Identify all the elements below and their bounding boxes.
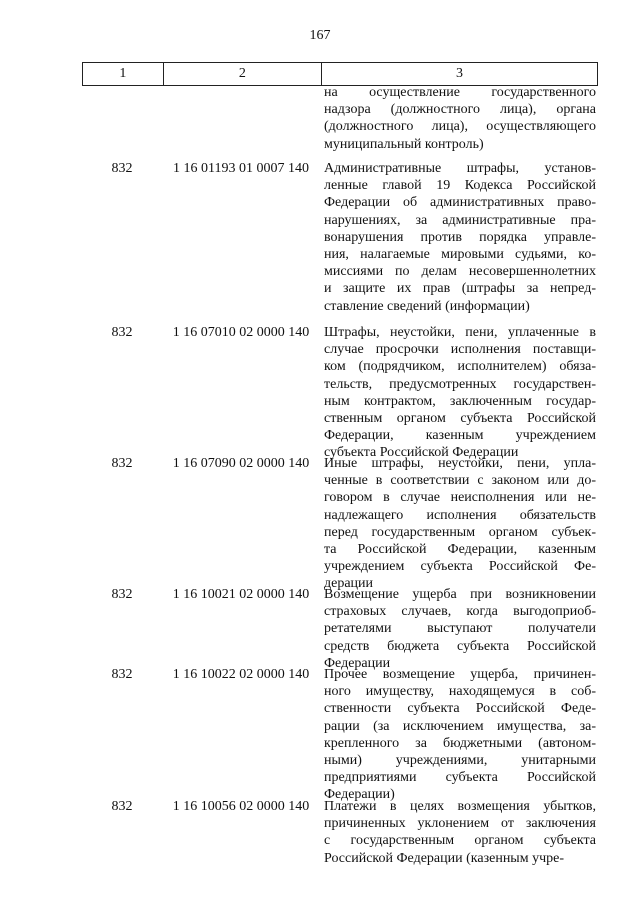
budget-classification-code-cell: 1 16 10056 02 0000 140 [172, 799, 310, 814]
description-line: на осуществление государственного [324, 85, 596, 100]
description-line: Прочее возмещение ущерба, причинен- [324, 667, 596, 682]
admin-code-cell: 832 [111, 161, 133, 176]
description-line: миссиями по делам несовершеннолетних [324, 264, 596, 280]
description-line: субъекта Российской Федерации [324, 445, 519, 461]
column-header-3: 3 [322, 63, 598, 85]
budget-classification-code-cell: 1 16 10022 02 0000 140 [172, 667, 310, 682]
description-line: ственным органом субъекта Российской [324, 411, 596, 427]
budget-classification-code-cell: 1 16 10021 02 0000 140 [172, 587, 310, 602]
revenue-description-cell [320, 666, 596, 804]
description-line: Возмещение ущерба при возникновении [324, 587, 596, 602]
description-line: с государственным органом субъекта [324, 833, 596, 849]
table-row [82, 84, 596, 153]
description-line: (должностного лица), осуществляющего [324, 119, 596, 135]
description-line: рации (за исключением имущества, за- [324, 718, 596, 734]
description-line: ственности субъекта Российской Феде- [324, 701, 596, 717]
description-line: средств бюджета субъекта Российской [324, 638, 596, 654]
description-line: говором в случае неисполнения или не- [324, 490, 596, 506]
description-line: вонарушения против порядка управле- [324, 229, 596, 245]
page-number: 167 [309, 28, 331, 43]
revenue-description-cell [320, 160, 596, 315]
description-line: Федерации, казенным учреждением [324, 428, 596, 444]
table-row [82, 586, 596, 672]
admin-code-cell: 832 [111, 799, 133, 814]
description-line: ным контрактом, заключенным государ- [324, 393, 596, 409]
table-row [82, 798, 596, 867]
budget-classification-code-cell: 1 16 07010 02 0000 140 [172, 325, 310, 340]
description-line: нарушениях, за административные пра- [324, 212, 596, 228]
description-line: предприятиями субъекта Российской [324, 770, 596, 786]
admin-code-cell: 832 [111, 587, 133, 602]
revenue-description-cell [320, 798, 596, 867]
description-line: тельств, предусмотренных государствен- [324, 376, 596, 392]
description-line: Штрафы, неустойки, пени, уплаченные в [324, 325, 596, 340]
table-header-row [82, 62, 598, 86]
description-line: ком (подрядчиком, исполнителем) обяза- [324, 359, 596, 375]
column-header-1: 1 [83, 63, 164, 85]
description-line: ченные в соответствии с законом или до- [324, 473, 596, 489]
revenue-description-cell [320, 455, 596, 593]
description-line: Российской Федерации (казенным учре- [324, 850, 564, 866]
description-line: надзора (должностного лица), органа [324, 102, 596, 118]
table-row [82, 666, 596, 804]
description-line: ретателями выступают получатели [324, 621, 596, 637]
description-line: крепленного за бюджетными (автоном- [324, 735, 596, 751]
description-line: Федерации [324, 655, 391, 671]
description-line: учреждением субъекта Российской Фе- [324, 559, 596, 575]
description-line: ния, налагаемые мировыми судьями, ко- [324, 247, 596, 263]
description-line: Федерации об административных право- [324, 195, 596, 211]
admin-code-cell [82, 84, 162, 153]
description-line: ными) учреждениями, унитарными [324, 753, 596, 769]
description-line: ного имуществу, находящемуся в соб- [324, 684, 596, 700]
budget-codes-table [82, 62, 598, 866]
revenue-description-cell [320, 586, 596, 672]
description-line: Платежи в целях возмещения убытков, [324, 799, 596, 814]
admin-code-cell: 832 [111, 456, 133, 471]
description-line: страховых случаев, когда выгодоприоб- [324, 604, 596, 620]
admin-code-cell: 832 [111, 325, 133, 340]
revenue-description-cell [320, 324, 596, 462]
description-line: и защите их прав (штрафы за непред- [324, 281, 596, 297]
table-row [82, 324, 596, 462]
table-row [82, 455, 596, 593]
description-line: Иные штрафы, неустойки, пени, упла- [324, 456, 596, 471]
description-line: случае просрочки исполнения поставщи- [324, 342, 596, 358]
description-line: муниципальный контроль) [324, 136, 484, 152]
budget-classification-code-cell [162, 84, 320, 153]
description-line: та Российской Федерации, казенным [324, 542, 596, 558]
description-line: перед государственным органом субъек- [324, 524, 596, 540]
column-header-2: 2 [164, 63, 322, 85]
table-row [82, 160, 596, 315]
budget-classification-code-cell: 1 16 01193 01 0007 140 [173, 161, 309, 176]
description-line: надлежащего исполнения обязательств [324, 507, 596, 523]
description-line: причиненных уклонением от заключения [324, 816, 596, 832]
admin-code-cell: 832 [111, 667, 133, 682]
revenue-description-cell [320, 84, 596, 153]
description-line: Административные штрафы, установ- [324, 161, 596, 176]
description-line: дерации [324, 576, 374, 592]
description-line: ставление сведений (информации) [324, 298, 530, 314]
budget-classification-code-cell: 1 16 07090 02 0000 140 [172, 456, 310, 471]
description-line: ленные главой 19 Кодекса Российской [324, 178, 596, 194]
description-line: Федерации) [324, 787, 395, 803]
